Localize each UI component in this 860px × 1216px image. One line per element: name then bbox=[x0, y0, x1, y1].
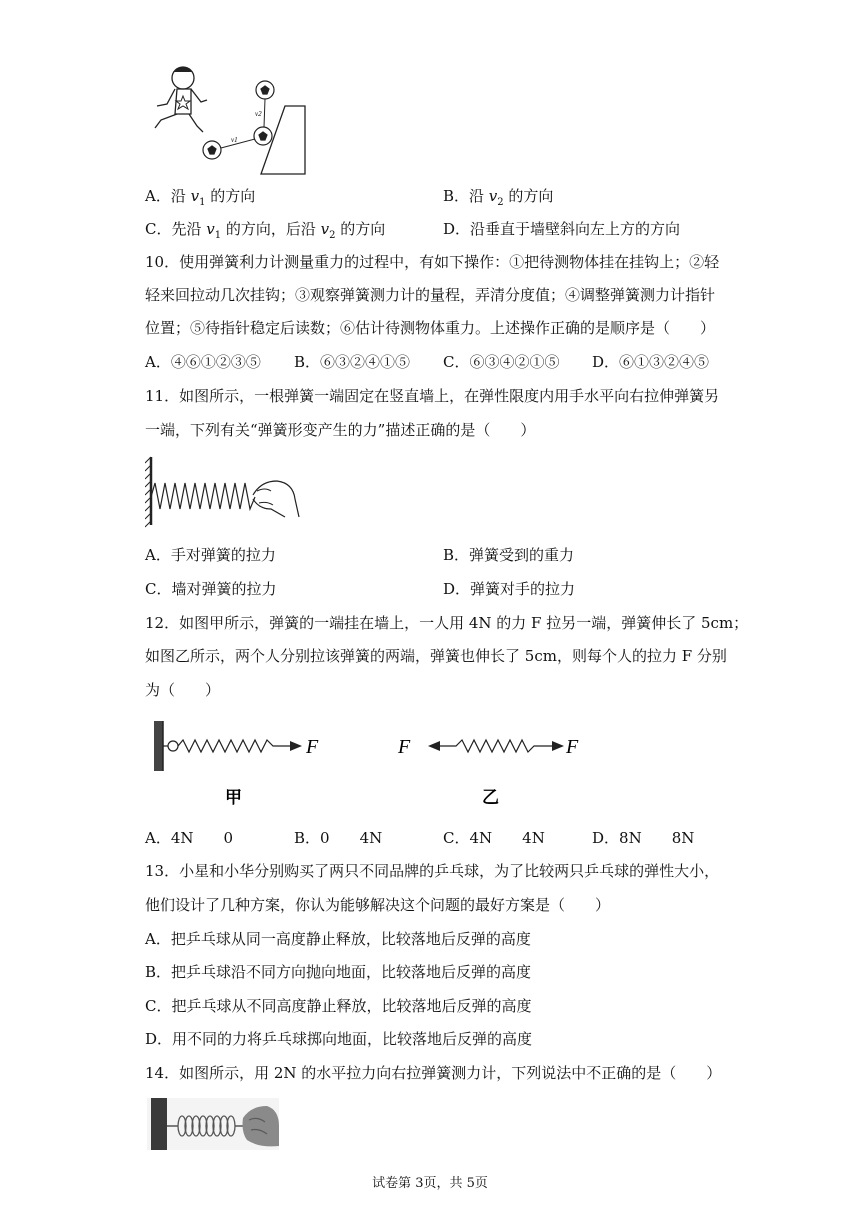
q12-option-c[interactable]: C．4N 4N bbox=[443, 829, 545, 847]
v1-label: v1 bbox=[231, 136, 238, 144]
q13-option-b[interactable]: B．把乒乓球沿不同方向抛向地面，比较落地后反弹的高度 bbox=[145, 963, 532, 981]
q12-line-2: 如图乙所示，两个人分别拉该弹簧的两端，弹簧也伸长了 5cm，则每个人的拉力 F 分别 bbox=[145, 647, 727, 665]
spring-hand-figure bbox=[145, 455, 305, 530]
q12-option-d[interactable]: D．8N 8N bbox=[592, 829, 695, 847]
q12-option-a[interactable]: A．4N 0 bbox=[145, 829, 234, 847]
q11-option-c[interactable]: C．墙对弹簧的拉力 bbox=[145, 580, 277, 598]
q10-option-c[interactable]: C．⑥③④②①⑤ bbox=[443, 353, 560, 371]
q13-option-c[interactable]: C．把乒乓球从不同高度静止释放，比较落地后反弹的高度 bbox=[145, 997, 532, 1015]
v2-label: v2 bbox=[255, 110, 262, 118]
q9-option-b[interactable]: B．沿 $v_2$ 的方向 bbox=[443, 187, 554, 208]
spring-figure-yi bbox=[396, 715, 586, 810]
q14-line-1: 14．如图所示，用 2N 的水平拉力向右拉弹簧测力计，下列说法中不正确的是（ ） bbox=[145, 1064, 722, 1082]
q12-line-1: 12．如图甲所示，弹簧的一端挂在墙上，一人用 4N 的力 F 拉另一端，弹簧伸长了 5cm； bbox=[145, 614, 749, 632]
q11-option-d[interactable]: D．弹簧对手的拉力 bbox=[443, 580, 576, 598]
force-label-left: F bbox=[398, 736, 411, 758]
q9-option-a[interactable]: A．沿 $v_1$ 的方向 bbox=[145, 187, 256, 208]
force-label: F bbox=[306, 736, 319, 758]
q12-line-3: 为（ ） bbox=[145, 681, 221, 699]
q9-option-d[interactable]: D．沿垂直于墙壁斜向左上方的方向 bbox=[443, 220, 681, 238]
q9-option-c[interactable]: C．先沿 $v_1$ 的方向，后沿 $v_2$ 的方向 bbox=[145, 220, 386, 241]
q10-option-b[interactable]: B．⑥③②④①⑤ bbox=[294, 353, 411, 371]
page-footer: 试卷第 3页，共 5页 bbox=[372, 1176, 488, 1191]
q13-option-d[interactable]: D．用不同的力将乒乓球掷向地面，比较落地后反弹的高度 bbox=[145, 1030, 533, 1048]
q10-line-3: 位置；⑤待指针稳定后读数；⑥估计待测物体重力。上述操作正确的是顺序是（ ） bbox=[145, 319, 716, 337]
q11-option-a[interactable]: A．手对弹簧的拉力 bbox=[145, 546, 276, 564]
football-figure bbox=[145, 62, 325, 180]
q13-line-2: 他们设计了几种方案，你认为能够解决这个问题的最好方案是（ ） bbox=[145, 896, 611, 914]
label-jia: 甲 bbox=[225, 788, 242, 808]
q13-line-1: 13．小星和小华分别购买了两只不同品牌的乒乓球，为了比较两只乒乓球的弹性大小， bbox=[145, 862, 720, 880]
spring-figure-jia bbox=[150, 715, 330, 810]
q10-line-1: 10．使用弹簧利力计测量重力的过程中，有如下操作：①把待测物体挂在挂钩上；②轻 bbox=[145, 253, 720, 271]
q11-line-1: 11．如图所示，一根弹簧一端固定在竖直墙上，在弹性限度内用手水平向右拉伸弹簧另 bbox=[145, 387, 720, 405]
force-label-right: F bbox=[566, 736, 579, 758]
label-yi: 乙 bbox=[482, 788, 499, 808]
spring-scale-photo bbox=[147, 1096, 279, 1150]
q10-option-a[interactable]: A．④⑥①②③⑤ bbox=[145, 353, 261, 371]
q13-option-a[interactable]: A．把乒乓球从同一高度静止释放，比较落地后反弹的高度 bbox=[145, 930, 531, 948]
q10-option-d[interactable]: D．⑥①③②④⑤ bbox=[592, 353, 710, 371]
q11-line-2: 一端，下列有关“弹簧形变产生的力”描述正确的是（ ） bbox=[145, 421, 536, 439]
q11-option-b[interactable]: B．弹簧受到的重力 bbox=[443, 546, 575, 564]
q10-line-2: 轻来回拉动几次挂钩；③观察弹簧测力计的量程，弄清分度值；④调整弹簧测力计指针 bbox=[145, 286, 716, 304]
q12-option-b[interactable]: B．0 4N bbox=[294, 829, 383, 847]
